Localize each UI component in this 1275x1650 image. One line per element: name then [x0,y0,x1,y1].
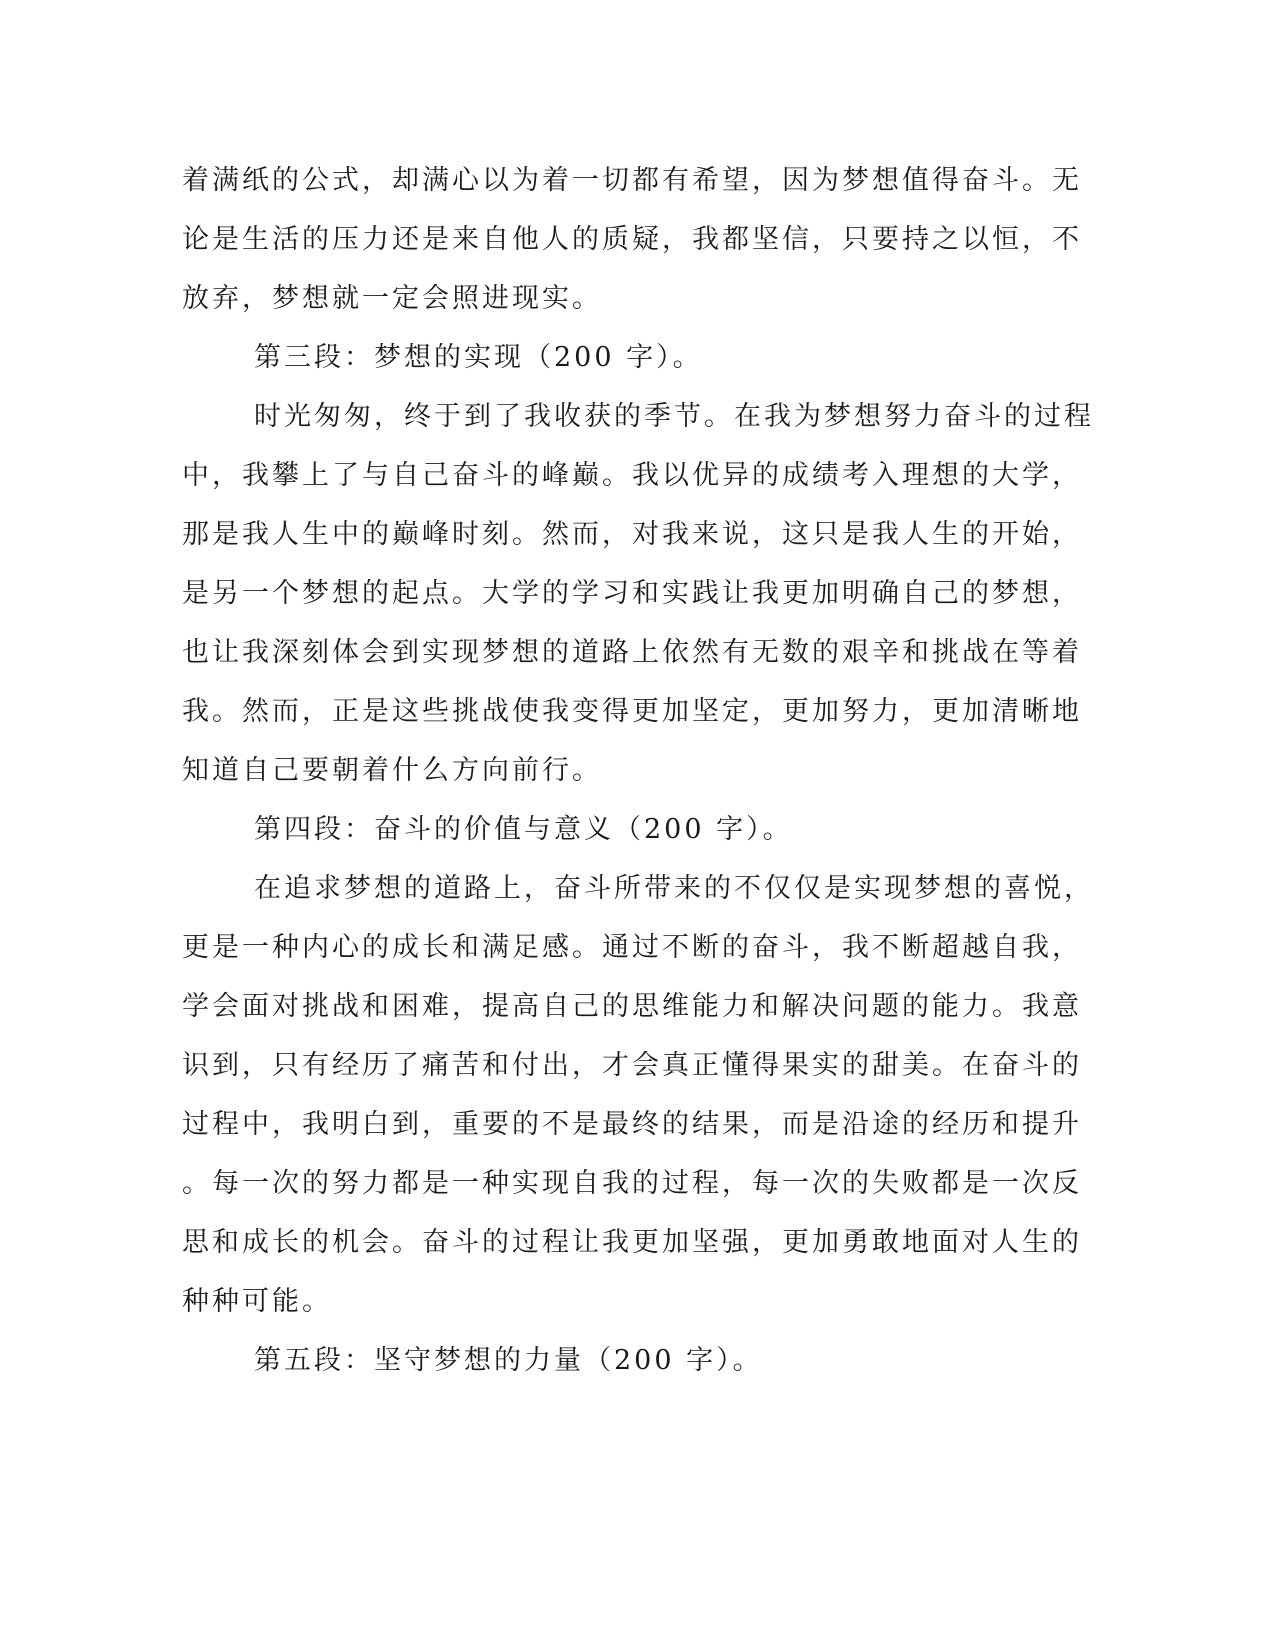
text-line: 。每一次的努力都是一种实现自我的过程，每一次的失败都是一次反 [182,1168,1082,1199]
section-heading-5: 第五段：坚守梦想的力量（200 字）。 [254,1345,763,1376]
text-line: 在追求梦想的道路上，奋斗所带来的不仅仅是实现梦想的喜悦， [254,873,1094,904]
text-line: 放弃，梦想就一定会照进现实。 [182,283,602,314]
text-line: 中，我攀上了与自己奋斗的峰巅。我以优异的成绩考入理想的大学， [182,460,1082,491]
text-line: 学会面对挑战和困难，提高自己的思维能力和解决问题的能力。我意 [182,991,1082,1022]
text-line: 那是我人生中的巅峰时刻。然而，对我来说，这只是我人生的开始， [182,519,1082,550]
text-line: 过程中，我明白到，重要的不是最终的结果，而是沿途的经历和提升 [182,1109,1082,1140]
text-line: 论是生活的压力还是来自他人的质疑，我都坚信，只要持之以恒，不 [182,224,1082,255]
text-line: 是另一个梦想的起点。大学的学习和实践让我更加明确自己的梦想， [182,578,1082,609]
text-line: 更是一种内心的成长和满足感。通过不断的奋斗，我不断超越自我， [182,932,1082,963]
text-line: 时光匆匆，终于到了我收获的季节。在我为梦想努力奋斗的过程 [254,401,1094,432]
text-line: 着满纸的公式，却满心以为着一切都有希望，因为梦想值得奋斗。无 [182,165,1082,196]
text-line: 思和成长的机会。奋斗的过程让我更加坚强，更加勇敢地面对人生的 [182,1227,1082,1258]
section-heading-4: 第四段：奋斗的价值与意义（200 字）。 [254,814,793,845]
section-heading-3: 第三段：梦想的实现（200 字）。 [254,342,703,373]
text-line: 知道自己要朝着什么方向前行。 [182,755,602,786]
text-line: 种种可能。 [182,1286,332,1317]
text-line: 我。然而，正是这些挑战使我变得更加坚定，更加努力，更加清晰地 [182,696,1082,727]
text-line: 也让我深刻体会到实现梦想的道路上依然有无数的艰辛和挑战在等着 [182,637,1082,668]
text-line: 识到，只有经历了痛苦和付出，才会真正懂得果实的甜美。在奋斗的 [182,1050,1082,1081]
